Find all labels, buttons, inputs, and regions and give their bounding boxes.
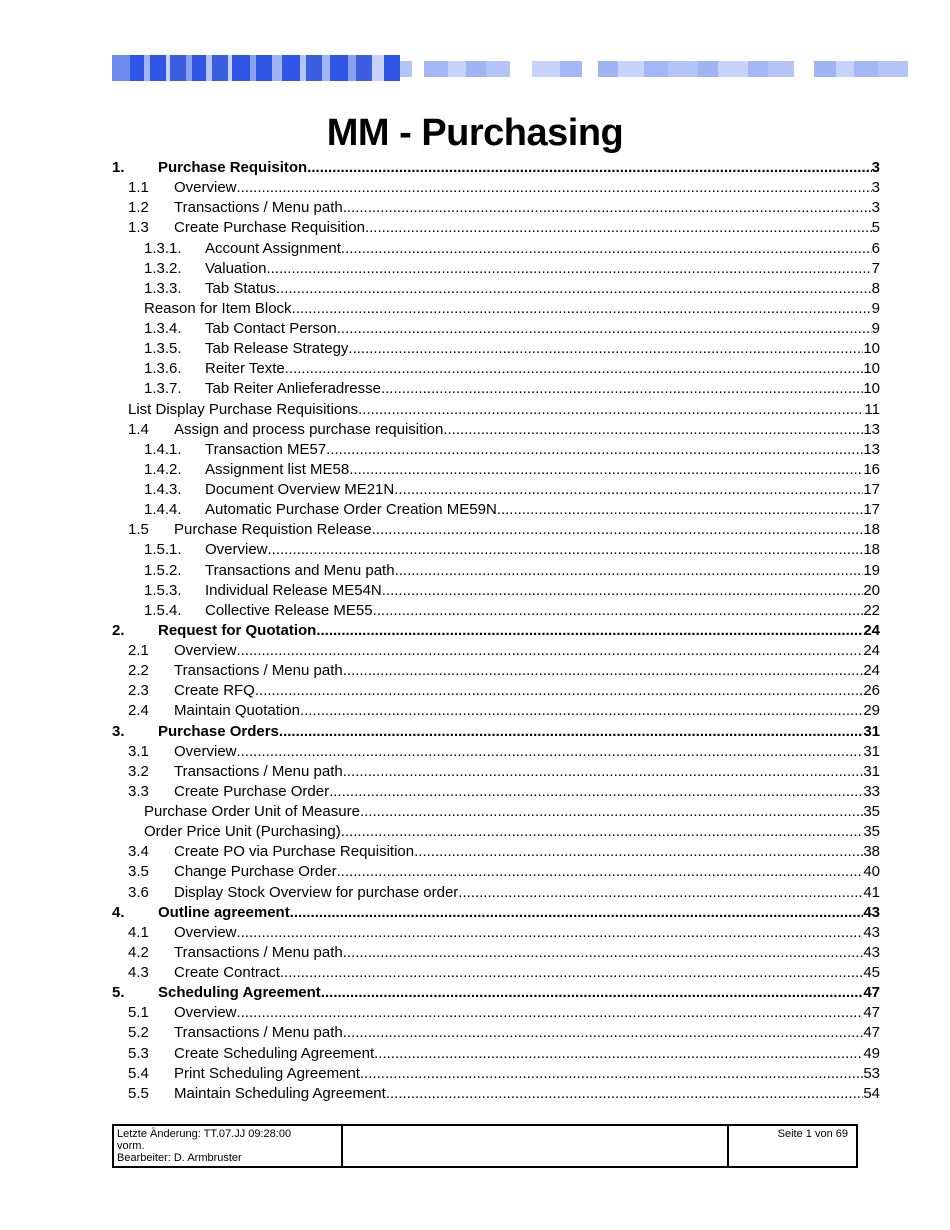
toc-entry[interactable] (112, 661, 880, 681)
toc-entry-label: Outline agreement (158, 903, 290, 921)
toc-entry-page: 47 (863, 984, 880, 1002)
toc-entry[interactable] (112, 601, 880, 621)
toc-entry-page: 54 (863, 1084, 880, 1102)
toc-entry-number: 4.1 (128, 923, 149, 941)
toc-entry-label: Display Stock Overview for purchase order (174, 883, 459, 901)
toc-entry-label: Purchase Orders (158, 722, 279, 740)
toc-dot-leader (414, 842, 863, 862)
toc-entry-page: 3 (871, 159, 880, 176)
toc-entry-page: 45 (863, 964, 880, 981)
table-of-contents (112, 158, 880, 1104)
toc-dot-leader (255, 681, 863, 701)
toc-entry-page: 43 (863, 903, 880, 921)
toc-entry[interactable] (112, 862, 880, 882)
toc-entry-page: 8 (871, 279, 880, 297)
toc-entry-number: 3.5 (128, 863, 149, 881)
toc-entry-page: 38 (863, 843, 880, 861)
toc-dot-leader (382, 581, 864, 601)
toc-entry[interactable] (112, 923, 880, 943)
toc-entry-label: Create Scheduling Agreement (174, 1044, 375, 1062)
toc-dot-leader (343, 661, 864, 681)
toc-entry-page: 35 (863, 803, 880, 820)
footer-meta-cell (114, 1126, 343, 1166)
toc-entry-page: 35 (863, 823, 880, 841)
toc-entry[interactable] (112, 822, 880, 842)
toc-dot-leader (316, 621, 863, 641)
toc-entry-label: Assign and process purchase requisition (174, 420, 444, 438)
toc-entry-number: 5. (112, 984, 125, 1002)
toc-entry-number: 4.3 (128, 964, 149, 981)
toc-entry-number: 1.4.3. (144, 481, 182, 498)
toc-dot-leader (372, 520, 864, 540)
toc-entry-page: 13 (863, 440, 880, 458)
toc-entry[interactable] (112, 1064, 880, 1084)
toc-entry-page: 18 (863, 521, 880, 539)
toc-entry[interactable] (112, 681, 880, 701)
toc-entry-page: 31 (863, 742, 880, 760)
toc-entry-page: 9 (871, 299, 880, 317)
toc-entry-number: 5.4 (128, 1064, 149, 1082)
toc-entry-label: Account Assignment (205, 239, 341, 257)
toc-entry[interactable] (112, 420, 880, 440)
toc-entry-number: 3.1 (128, 742, 149, 760)
toc-entry-label: Reason for Item Block (144, 299, 292, 317)
toc-entry-number: 1.5 (128, 521, 149, 539)
toc-entry-label: Transaction ME57 (205, 440, 327, 458)
toc-entry[interactable] (112, 701, 880, 721)
toc-entry-page: 17 (863, 481, 880, 498)
toc-dot-leader (358, 400, 864, 420)
toc-entry[interactable] (112, 883, 880, 903)
toc-dot-leader (360, 1064, 863, 1084)
toc-entry-label: Print Scheduling Agreement (174, 1064, 360, 1082)
toc-entry[interactable] (112, 480, 880, 500)
toc-dot-leader (497, 500, 864, 520)
toc-entry-page: 3 (871, 199, 880, 217)
toc-entry-label: Create Purchase Requisition (174, 219, 365, 237)
toc-dot-leader (343, 762, 864, 782)
toc-entry-label: Overview (174, 1004, 237, 1022)
toc-entry-number: 5.2 (128, 1024, 149, 1042)
toc-entry-number: 1.5.2. (144, 561, 182, 579)
toc-entry[interactable] (112, 218, 880, 238)
toc-dot-leader (343, 198, 872, 218)
toc-entry-label: Create RFQ (174, 682, 255, 700)
toc-dot-leader (394, 480, 863, 500)
toc-entry[interactable] (112, 581, 880, 601)
toc-entry-page: 24 (863, 642, 880, 659)
toc-dot-leader (337, 319, 872, 339)
toc-entry-label: Assignment list ME58 (205, 460, 350, 478)
toc-entry-label: Transactions / Menu path (174, 762, 343, 780)
toc-entry-label: Order Price Unit (Purchasing) (144, 823, 341, 841)
toc-dot-leader (237, 1003, 864, 1023)
toc-entry-page: 43 (863, 943, 880, 961)
toc-entry-label: Transactions and Menu path (205, 561, 395, 579)
toc-dot-leader (300, 701, 863, 721)
toc-entry-number: 1.3.6. (144, 360, 182, 378)
toc-entry-number: 3.2 (128, 762, 149, 780)
toc-entry[interactable] (112, 1003, 880, 1023)
toc-entry-label: Tab Reiter Anlieferadresse (205, 380, 381, 398)
toc-entry-page: 47 (863, 1004, 880, 1022)
toc-entry-page: 6 (871, 239, 880, 257)
toc-entry[interactable] (112, 802, 880, 822)
toc-dot-leader (343, 943, 864, 963)
toc-entry-label: Create Contract (174, 964, 280, 981)
toc-entry[interactable] (112, 943, 880, 963)
toc-entry[interactable] (112, 259, 880, 279)
toc-entry-page: 24 (863, 662, 880, 680)
toc-entry[interactable] (112, 299, 880, 319)
toc-dot-leader (365, 218, 872, 238)
footer-editor: Bearbeiter: D. Armbruster (117, 1152, 242, 1164)
toc-entry-label: Overview (174, 923, 237, 941)
toc-entry-label: Transactions / Menu path (174, 199, 343, 217)
toc-entry-label: Tab Contact Person (205, 320, 337, 337)
toc-entry-page: 29 (863, 702, 880, 720)
toc-entry-number: 3. (112, 722, 125, 740)
toc-entry[interactable] (112, 963, 880, 983)
toc-dot-leader (381, 379, 863, 399)
toc-entry-page: 17 (863, 501, 880, 519)
toc-dot-leader (395, 561, 864, 581)
toc-entry-label: Collective Release ME55 (205, 601, 373, 619)
toc-entry-page: 19 (863, 561, 880, 579)
toc-entry-number: 1.3.7. (144, 380, 182, 398)
toc-dot-leader (341, 822, 864, 842)
toc-entry-page: 16 (863, 460, 880, 478)
toc-entry-number: 2.1 (128, 642, 149, 659)
toc-entry-page: 9 (871, 320, 880, 337)
toc-entry[interactable] (112, 742, 880, 762)
toc-entry[interactable] (112, 500, 880, 520)
toc-dot-leader (276, 279, 872, 299)
toc-dot-leader (326, 440, 863, 460)
toc-entry[interactable] (112, 339, 880, 359)
footer-page-info: Seite 1 von 69 (777, 1128, 848, 1140)
toc-entry-page: 31 (863, 762, 880, 780)
toc-entry-page: 13 (863, 420, 880, 438)
toc-dot-leader (237, 923, 864, 943)
toc-dot-leader (285, 359, 864, 379)
toc-entry[interactable] (112, 1023, 880, 1043)
toc-entry-number: 1.1 (128, 179, 149, 197)
company-logo-pixelated (112, 55, 908, 81)
page-footer (112, 1124, 858, 1168)
toc-dot-leader (343, 1023, 864, 1043)
toc-entry-page: 47 (863, 1024, 880, 1042)
toc-entry-label: Transactions / Menu path (174, 1024, 343, 1042)
toc-entry-number: 1.4.1. (144, 440, 182, 458)
footer-last-change: Letzte Änderung: TT.07.JJ 09:28:00 (117, 1128, 292, 1140)
toc-entry-label: Change Purchase Order (174, 863, 337, 881)
toc-entry-number: 3.6 (128, 883, 149, 901)
toc-dot-leader (337, 862, 864, 882)
toc-entry-number: 1.4.4. (144, 501, 182, 519)
toc-entry-number: 1.4.2. (144, 460, 182, 478)
toc-dot-leader (237, 641, 864, 661)
toc-entry-label: Purchase Requistion Release (174, 521, 372, 539)
toc-entry-page: 33 (863, 782, 880, 800)
toc-entry-page: 7 (871, 259, 880, 277)
toc-entry-page: 40 (863, 863, 880, 881)
toc-entry-label: Overview (174, 179, 237, 197)
toc-entry-label: Automatic Purchase Order Creation ME59N (205, 501, 497, 519)
toc-entry-label: List Display Purchase Requisitions (128, 400, 359, 418)
toc-entry[interactable] (112, 239, 880, 259)
toc-entry-number: 1.3.2. (144, 259, 182, 277)
toc-entry-label: Overview (174, 642, 237, 659)
toc-entry-page: 11 (864, 400, 880, 418)
toc-entry-number: 3.3 (128, 782, 149, 800)
toc-entry-page: 49 (863, 1044, 880, 1062)
toc-entry[interactable] (112, 520, 880, 540)
toc-entry-label: Tab Status (205, 279, 276, 297)
toc-dot-leader (374, 1044, 863, 1064)
toc-entry-label: Overview (174, 742, 237, 760)
toc-entry-number: 1.3.3. (144, 279, 182, 297)
toc-entry-page: 20 (863, 581, 880, 599)
toc-entry-number: 1.3.4. (144, 320, 182, 337)
toc-entry[interactable] (112, 319, 880, 339)
toc-entry-page: 31 (863, 722, 880, 740)
toc-entry-number: 1.5.3. (144, 581, 182, 599)
toc-entry[interactable] (112, 641, 880, 661)
toc-entry-label: Maintain Quotation (174, 702, 300, 720)
toc-dot-leader (321, 983, 864, 1003)
toc-entry-page: 24 (863, 621, 880, 639)
toc-entry-page: 26 (863, 682, 880, 700)
toc-dot-leader (458, 883, 863, 903)
toc-entry[interactable] (112, 561, 880, 581)
toc-entry-number: 2. (112, 621, 125, 639)
toc-dot-leader (268, 540, 864, 560)
toc-entry-label: Scheduling Agreement (158, 984, 321, 1002)
toc-entry-number: 1.3 (128, 219, 149, 237)
toc-entry-label: Tab Release Strategy (205, 340, 349, 358)
toc-entry-label: Transactions / Menu path (174, 662, 343, 680)
toc-entry[interactable] (112, 782, 880, 802)
toc-entry-label: Transactions / Menu path (174, 943, 343, 961)
toc-entry-page: 10 (863, 360, 880, 378)
toc-entry-label: Overview (205, 541, 268, 559)
toc-dot-leader (237, 742, 864, 762)
toc-entry[interactable] (112, 903, 880, 923)
toc-entry-label: Create Purchase Order (174, 782, 330, 800)
toc-entry-number: 4. (112, 903, 125, 921)
toc-entry[interactable] (112, 1044, 880, 1064)
toc-dot-leader (348, 339, 863, 359)
toc-entry[interactable] (112, 762, 880, 782)
toc-entry-page: 41 (863, 883, 880, 901)
toc-entry[interactable] (112, 842, 880, 862)
toc-entry[interactable] (112, 440, 880, 460)
toc-entry-number: 1.5.1. (144, 541, 182, 559)
toc-entry[interactable] (112, 198, 880, 218)
toc-entry[interactable] (112, 983, 880, 1003)
toc-entry-number: 1.4 (128, 420, 149, 438)
toc-entry-number: 2.3 (128, 682, 149, 700)
toc-dot-leader (329, 782, 863, 802)
toc-entry[interactable] (112, 379, 880, 399)
toc-entry-number: 1.3.1. (144, 239, 182, 257)
toc-entry-number: 5.1 (128, 1004, 149, 1022)
document-title: MM - Purchasing (326, 112, 624, 154)
toc-dot-leader (290, 903, 864, 923)
toc-entry[interactable] (112, 621, 880, 641)
toc-entry[interactable] (112, 722, 880, 742)
toc-entry-label: Purchase Order Unit of Measure (144, 803, 360, 820)
toc-entry-number: 1. (112, 159, 125, 176)
toc-entry[interactable] (112, 178, 880, 198)
toc-entry-label: Document Overview ME21N (205, 481, 395, 498)
toc-entry-label: Individual Release ME54N (205, 581, 382, 599)
toc-entry-label: Reiter Texte (205, 360, 285, 378)
toc-dot-leader (307, 158, 871, 178)
toc-entry-number: 2.2 (128, 662, 149, 680)
toc-entry-page: 5 (871, 219, 880, 237)
toc-entry-page: 22 (863, 601, 880, 619)
toc-entry[interactable] (112, 400, 880, 420)
toc-entry[interactable] (112, 540, 880, 560)
toc-dot-leader (280, 963, 863, 983)
toc-dot-leader (443, 420, 863, 440)
toc-entry-page: 3 (871, 179, 880, 197)
toc-dot-leader (360, 802, 863, 822)
toc-entry-label: Valuation (205, 259, 267, 277)
toc-entry-label: Request for Quotation (158, 621, 317, 639)
toc-entry-page: 53 (863, 1064, 880, 1082)
toc-entry-number: 5.3 (128, 1044, 149, 1062)
toc-dot-leader (386, 1084, 864, 1104)
toc-entry-number: 2.4 (128, 702, 149, 720)
toc-entry-page: 10 (863, 380, 880, 398)
toc-dot-leader (341, 239, 872, 259)
toc-entry[interactable] (112, 279, 880, 299)
toc-entry[interactable] (112, 1084, 880, 1104)
toc-dot-leader (292, 299, 872, 319)
toc-entry-label: Purchase Requisiton (158, 159, 308, 176)
toc-entry-label: Maintain Scheduling Agreement (174, 1084, 386, 1102)
toc-dot-leader (349, 460, 863, 480)
toc-dot-leader (279, 722, 863, 742)
footer-time-suffix: vorm. (117, 1140, 145, 1152)
toc-entry[interactable] (112, 359, 880, 379)
toc-entry-label: Create PO via Purchase Requisition (174, 843, 415, 861)
toc-entry[interactable] (112, 460, 880, 480)
toc-dot-leader (373, 601, 864, 621)
toc-entry-number: 1.2 (128, 199, 149, 217)
toc-dot-leader (237, 178, 872, 198)
toc-entry-number: 1.5.4. (144, 601, 182, 619)
toc-dot-leader (266, 259, 871, 279)
toc-entry-page: 43 (863, 923, 880, 941)
toc-entry-page: 18 (863, 541, 880, 559)
toc-entry-number: 3.4 (128, 843, 149, 861)
footer-middle-cell (343, 1126, 729, 1166)
toc-entry[interactable] (112, 158, 880, 178)
toc-entry-number: 5.5 (128, 1084, 149, 1102)
toc-entry-number: 4.2 (128, 943, 149, 961)
toc-entry-number: 1.3.5. (144, 340, 182, 358)
toc-entry-page: 10 (863, 340, 880, 358)
